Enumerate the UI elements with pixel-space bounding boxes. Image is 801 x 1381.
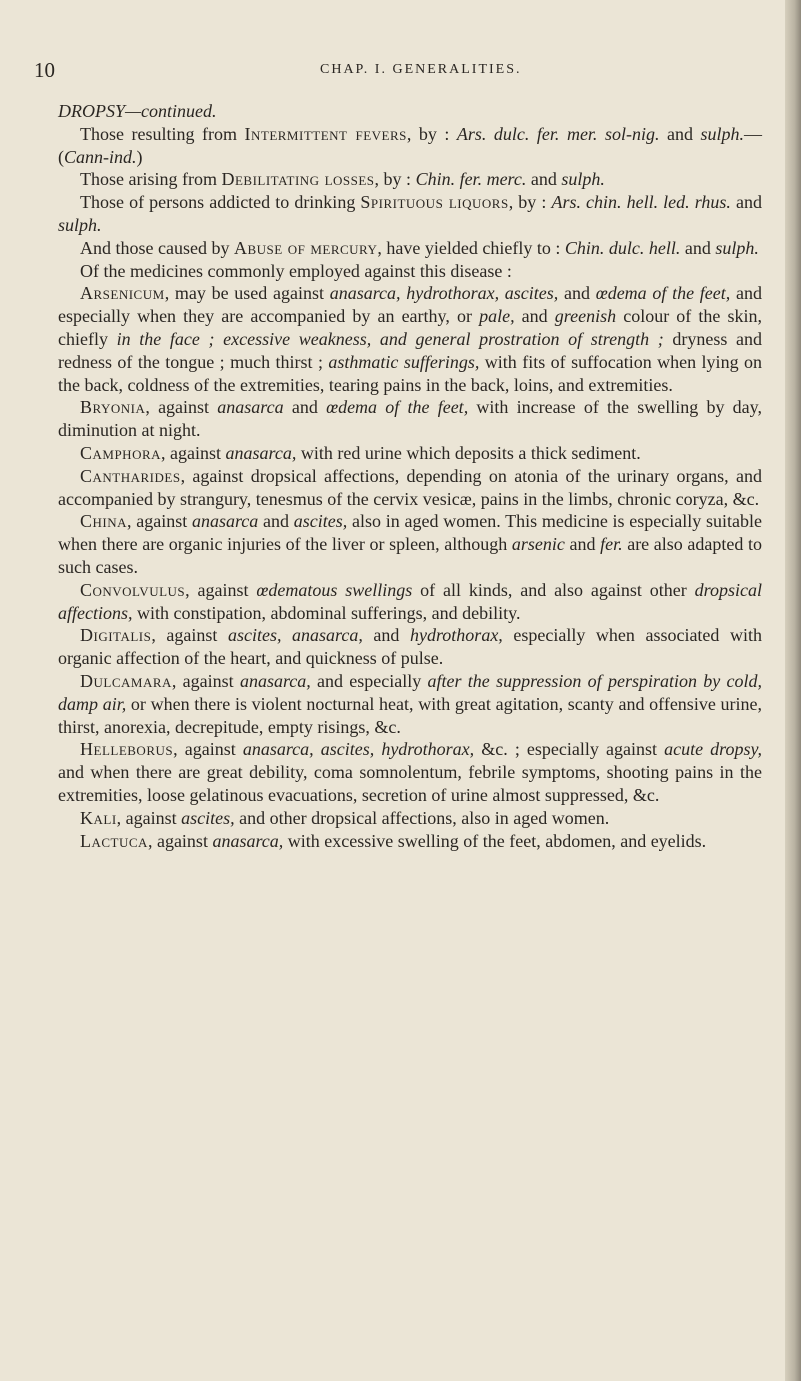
text-run: , have yielded chiefly to : — [377, 237, 565, 258]
paragraph — [58, 807, 762, 830]
italic-text: anasarca, hydrothorax, ascites, — [329, 283, 559, 304]
italic-text: anasarca — [191, 511, 259, 532]
text-run: Those of persons addicted to drinking — [80, 192, 361, 213]
italic-text: Ars. dulc. fer. mer. sol-nig. — [456, 123, 660, 144]
remedy-name: China — [80, 511, 127, 532]
remedy-name: Camphora — [80, 442, 162, 463]
text-run: and other dropsical affections, also in aged women. — [234, 807, 610, 828]
paragraph — [58, 191, 762, 237]
remedy-name: Abuse of mercury — [233, 237, 378, 258]
text-run: with fits of suffocation when lying on the back, coldness of the extremities, tearing pains in the back, loins, and extremities. — [58, 351, 762, 395]
italic-text: Chin. fer. merc. — [415, 169, 527, 190]
italic-text: œdema of the feet, — [595, 283, 731, 304]
italic-text: greenish — [554, 306, 617, 327]
text-run: and — [564, 534, 601, 555]
text-run: and — [514, 306, 555, 327]
italic-text: sulph. — [715, 237, 759, 258]
text-run: Those resulting from — [80, 123, 245, 144]
paragraph — [58, 624, 762, 670]
text-run: and — [558, 283, 596, 304]
italic-text: sulph. — [700, 123, 744, 144]
body-text — [58, 100, 762, 852]
remedy-name: Intermittent fevers — [244, 123, 407, 144]
text-run: especially when associated with organic affection of the heart, and quickness of pulse. — [58, 625, 762, 669]
paragraph — [58, 670, 762, 738]
italic-text: Ars. chin. hell. led. rhus. — [551, 192, 731, 213]
remedy-name: Debilitating losses — [221, 169, 375, 190]
text-run: of all kinds, and also against other — [412, 579, 695, 600]
remedy-name: Dulcamara — [80, 670, 172, 691]
italic-text: pale, — [479, 306, 515, 327]
remedy-name: Bryonia — [80, 397, 146, 418]
text-run: and — [680, 237, 716, 258]
paragraph — [58, 579, 762, 625]
paragraph — [58, 260, 762, 283]
text-run: , by : — [374, 169, 416, 190]
italic-text: dropsical affections, — [58, 579, 762, 623]
paragraph — [58, 123, 762, 169]
text-run: with increase of the swelling by day, diminution at night. — [58, 397, 763, 441]
text-run: and especially — [310, 670, 428, 691]
text-run: , by : — [406, 123, 457, 144]
italic-text: ascites, — [181, 807, 235, 828]
italic-text: in the face ; excessive weakness, and general prostration of strength ; — [116, 328, 664, 349]
text-run: Those arising from — [80, 169, 222, 190]
text-run: , against — [145, 397, 218, 418]
page-edge — [785, 0, 801, 1381]
text-run: , against — [173, 739, 243, 760]
paragraph — [58, 738, 762, 806]
text-run: and — [526, 169, 562, 190]
text-run: And those caused by — [80, 237, 234, 258]
paragraph — [58, 465, 762, 511]
paragraph — [58, 510, 762, 578]
italic-text: anasarca, — [212, 830, 284, 851]
text-run: dryness and redness of the tongue ; much thirst ; — [58, 328, 762, 372]
text-run: with excessive swelling of the feet, abdomen, and eyelids. — [283, 830, 707, 851]
remedy-name: Kali — [80, 807, 117, 828]
paragraph — [58, 168, 762, 191]
paragraph — [58, 282, 762, 396]
text-run: , against — [171, 670, 240, 691]
remedy-name: Lactuca — [80, 830, 148, 851]
text-run: or when there is violent nocturnal heat, with great agitation, scanty and offensive urine, thirst, anorexia, decrepitude, empty risings, &c. — [58, 693, 762, 737]
paragraph — [58, 237, 762, 260]
remedy-name: Arsenicum — [80, 283, 165, 304]
page-number: 10 — [34, 58, 55, 82]
remedy-name: Digitalis — [80, 625, 152, 646]
text-run: , against — [161, 442, 226, 463]
page-header — [0, 58, 785, 82]
text-run: &c. ; especially against — [474, 739, 665, 760]
italic-text: anasarca, ascites, hydrothorax, — [242, 739, 475, 760]
text-run: and — [730, 192, 762, 213]
text-run: , against — [127, 511, 192, 532]
paragraph — [58, 442, 762, 465]
text-run: , by : — [508, 192, 552, 213]
italic-text: Chin. dulc. hell. — [564, 237, 681, 258]
italic-text: ascites, — [293, 511, 348, 532]
text-run: with red urine which deposits a thick sediment. — [296, 442, 641, 463]
text-run: , may be used against — [164, 283, 330, 304]
text-run: also in aged women. This medicine is especially suitable when there are organic injuries of the liver or spleen, although — [58, 511, 762, 555]
paragraph — [58, 830, 762, 853]
text-run: and — [659, 123, 701, 144]
text-run: colour of the skin, chiefly — [58, 306, 762, 349]
italic-text: ascites, anasarca, — [227, 625, 363, 646]
text-run: , against — [151, 625, 228, 646]
italic-text: anasarca, — [239, 670, 311, 691]
italic-text: Cann-ind. — [64, 146, 137, 167]
paragraph — [58, 396, 762, 442]
text-run: ) — [136, 146, 143, 167]
text-run: and especially when they are accompanied by an earthy, or — [58, 283, 762, 327]
italic-text: anasarca — [217, 397, 284, 418]
text-run: and — [362, 625, 410, 646]
italic-text: œdematous swellings — [256, 579, 413, 600]
text-run: , against dropsical affections, depending on atonia of the urinary organs, and accompanied by strangury, tenesmus of the cervix vesicæ, pains in the limbs, chronic coryza, &c. — [58, 465, 762, 509]
text-run: Of the medicines commonly employed against this disease : — [80, 260, 512, 281]
italic-text: œdema of the feet, — [326, 397, 469, 418]
italic-text: anasarca, — [225, 442, 297, 463]
text-run: , against — [147, 830, 213, 851]
italic-text: arsenic — [511, 534, 565, 555]
text-run: with constipation, abdominal sufferings, and debility. — [132, 602, 521, 623]
text-run: and — [258, 511, 294, 532]
italic-text: fer. — [600, 534, 623, 555]
running-head: CHAP. I. GENERALITIES. — [320, 62, 522, 77]
text-run: , against — [116, 807, 182, 828]
text-run: , against — [185, 579, 257, 600]
italic-text: asthmatic sufferings, — [328, 351, 480, 372]
italic-text: sulph. — [58, 214, 102, 235]
text-run: and when there are great debility, coma somnolentum, febrile symptoms, shooting pains in the extremities, loose gelatinous evacuations, secretion of urine almost suppressed, &c. — [58, 762, 762, 805]
remedy-name: Spirituous liquors — [360, 192, 509, 213]
italic-text: sulph. — [561, 169, 605, 190]
remedy-name: Helleborus — [80, 739, 174, 760]
italic-text: acute dropsy, — [664, 739, 762, 760]
italic-text: after the suppression of perspiration by cold, damp air, — [58, 670, 762, 714]
section-heading: DROPSY—continued. — [58, 101, 217, 121]
text-run: are also adapted to such cases. — [58, 534, 762, 577]
italic-text: hydrothorax, — [409, 625, 503, 646]
remedy-name: Cantharides — [80, 465, 181, 486]
text-run: —( — [58, 123, 762, 167]
text-run: and — [283, 397, 327, 418]
remedy-name: Convolvulus — [80, 579, 186, 600]
